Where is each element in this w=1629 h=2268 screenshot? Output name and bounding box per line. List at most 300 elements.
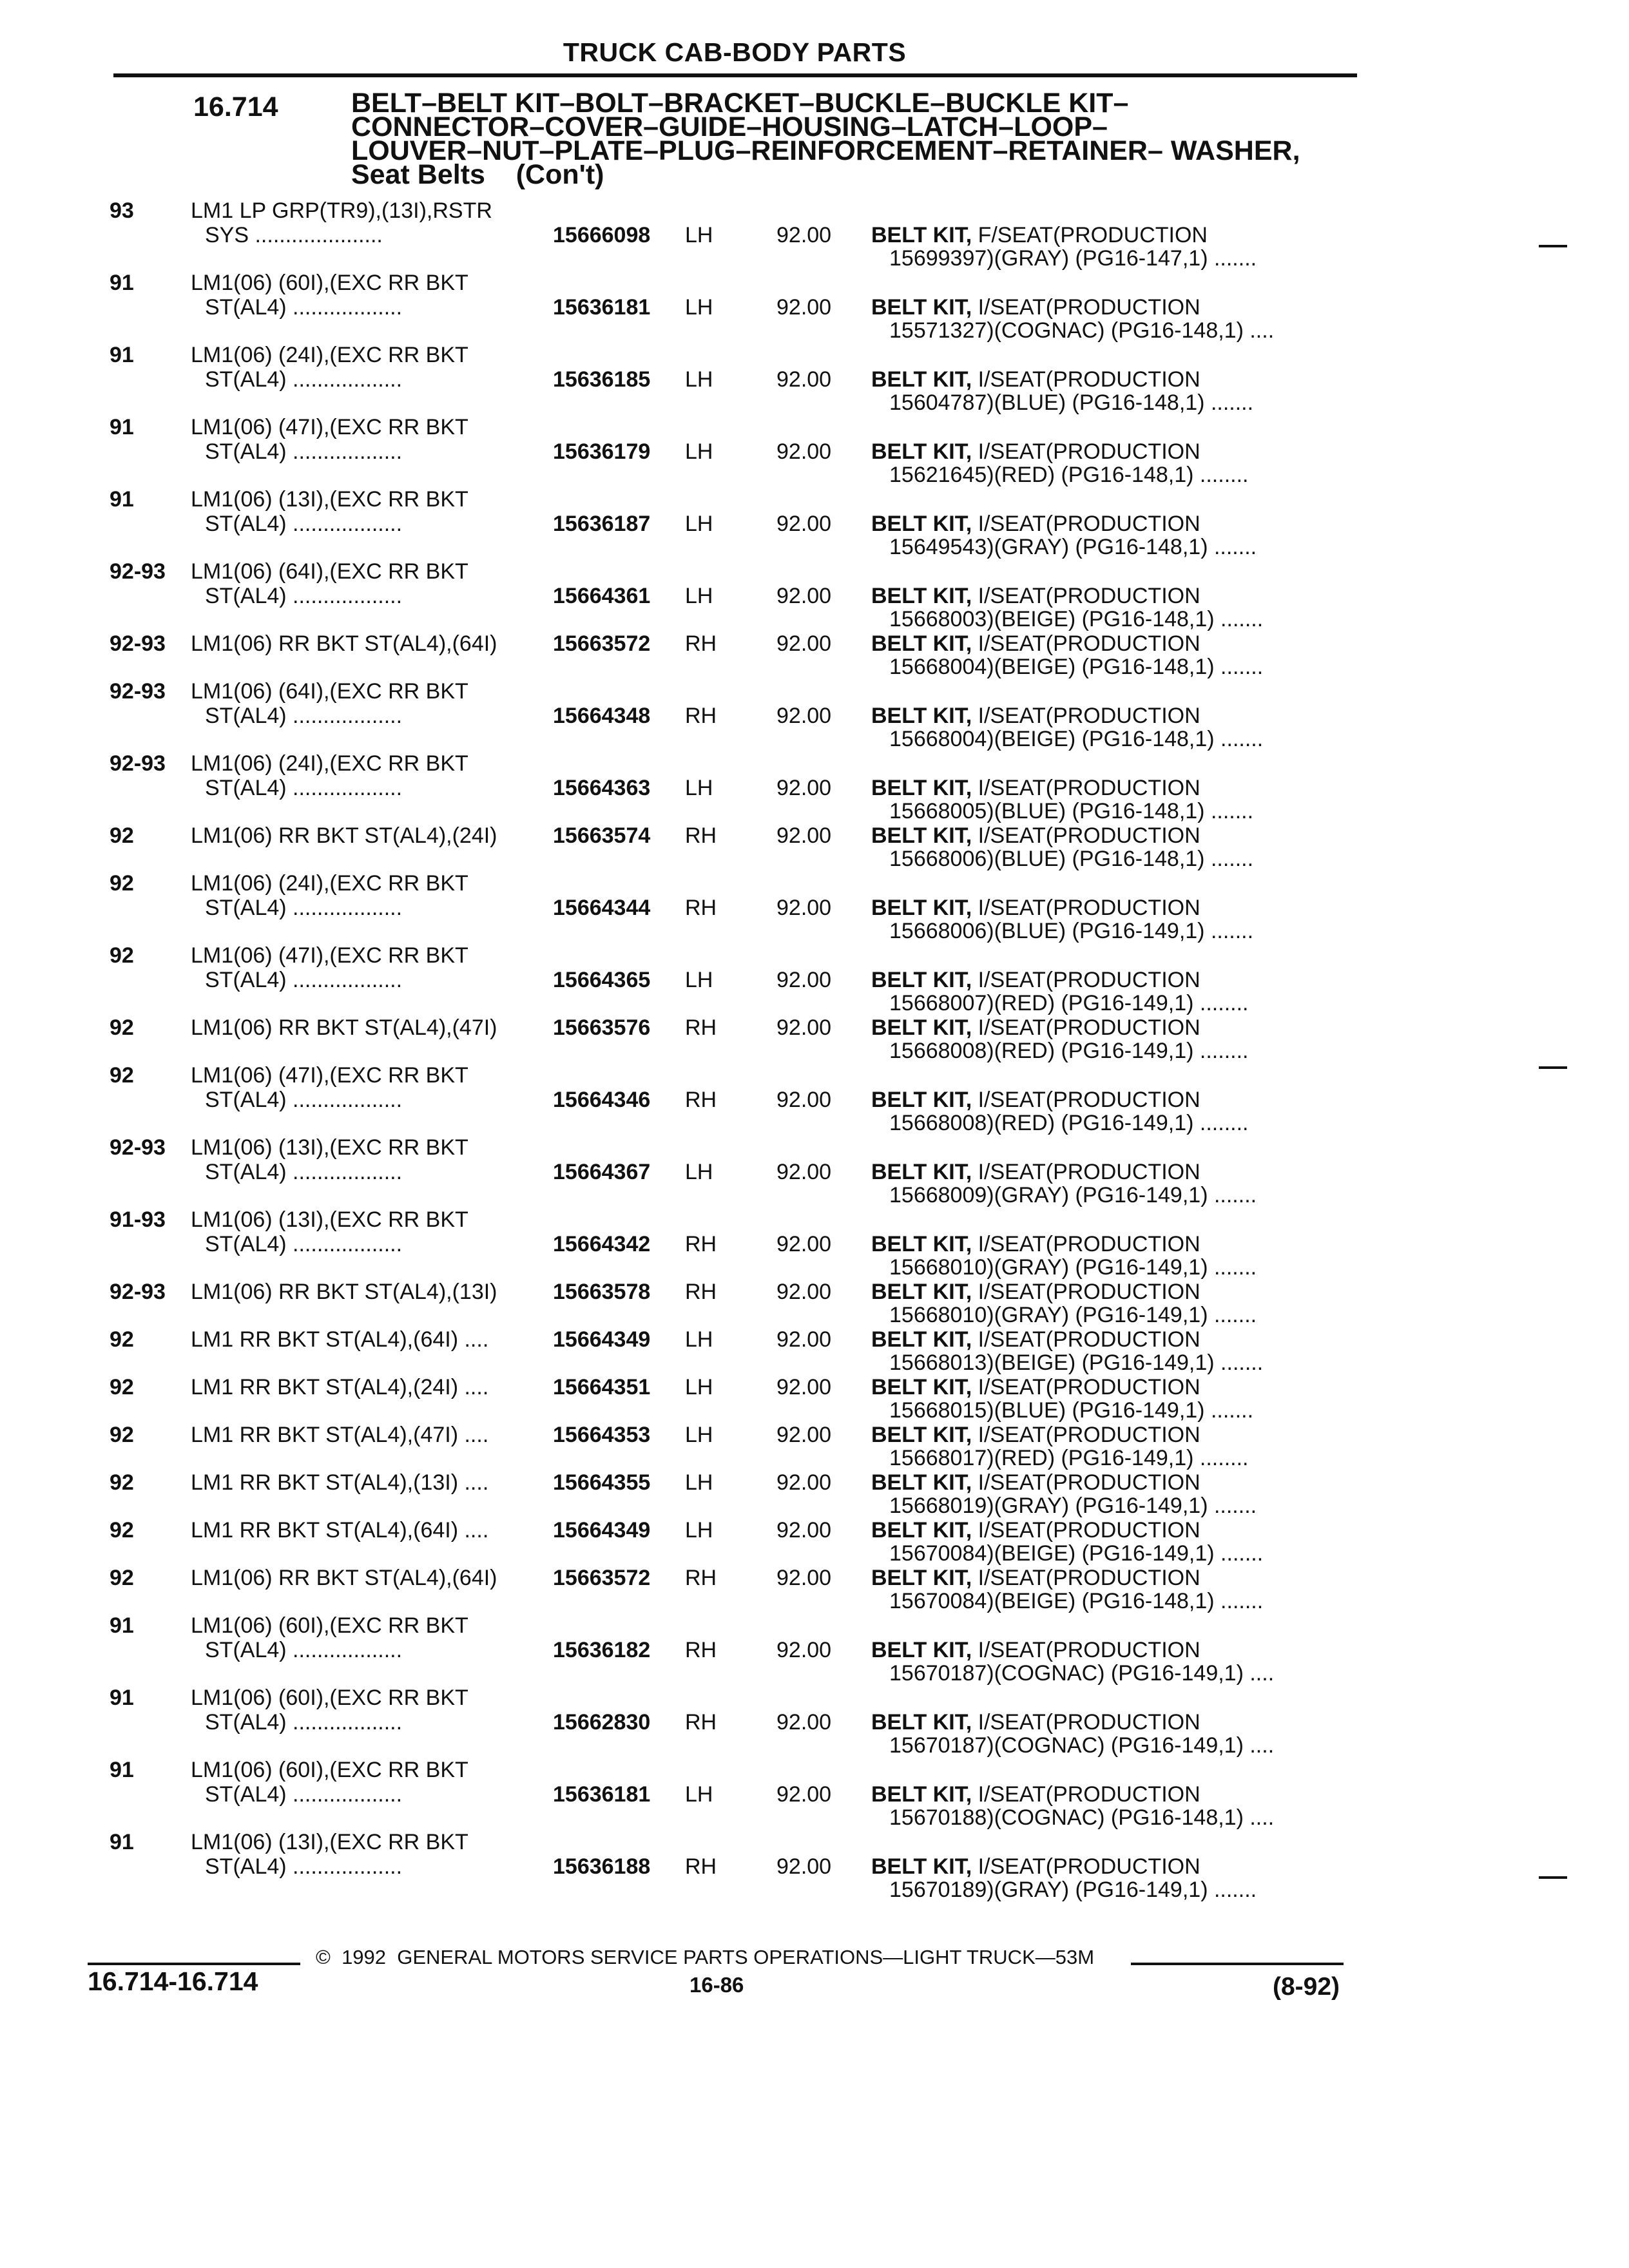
entry-model-description-cont: ST(AL4) .................. bbox=[205, 367, 403, 392]
entry-part-number: 15663572 bbox=[553, 1566, 651, 1590]
entry-quantity: 92.00 bbox=[776, 1423, 832, 1447]
entry-part-number: 15636181 bbox=[553, 1782, 651, 1807]
entry-part-number: 15664353 bbox=[553, 1423, 651, 1447]
entry-quantity: 92.00 bbox=[776, 295, 832, 320]
entry-part-name-rest: I/SEAT(PRODUCTION bbox=[972, 1160, 1200, 1184]
entry-quantity: 92.00 bbox=[776, 1088, 832, 1112]
part-entry bbox=[0, 679, 1629, 751]
entry-side: LH bbox=[685, 439, 713, 464]
entry-part-name-rest: I/SEAT(PRODUCTION bbox=[972, 439, 1200, 464]
entry-part-name-rest: I/SEAT(PRODUCTION bbox=[972, 584, 1200, 608]
entry-year: 91 bbox=[110, 1613, 134, 1638]
entry-part-name-bold: BELT KIT, bbox=[871, 295, 972, 320]
entry-model-description-cont: ST(AL4) .................. bbox=[205, 776, 403, 800]
entry-side: RH bbox=[685, 704, 717, 728]
entry-part-name-bold: BELT KIT, bbox=[871, 1566, 972, 1590]
entry-quantity: 92.00 bbox=[776, 968, 832, 992]
entry-year: 92 bbox=[110, 1566, 134, 1590]
entry-production-reference: 15668006)(BLUE) (PG16-149,1) ....... bbox=[889, 919, 1254, 943]
part-entry bbox=[0, 1063, 1629, 1135]
entry-quantity: 92.00 bbox=[776, 223, 832, 247]
entry-part-name-bold: BELT KIT, bbox=[871, 1088, 972, 1112]
entry-year: 92-93 bbox=[110, 1280, 166, 1304]
entry-part-number: 15636187 bbox=[553, 512, 651, 536]
entry-part-name-rest: I/SEAT(PRODUCTION bbox=[972, 1375, 1200, 1399]
entry-model-description-cont: ST(AL4) .................. bbox=[205, 512, 403, 536]
entry-part-name bbox=[871, 1280, 1200, 1305]
entry-model-description: LM1(06) (60I),(EXC RR BKT bbox=[191, 271, 468, 295]
entry-model-description-cont: ST(AL4) .................. bbox=[205, 1160, 403, 1184]
entry-part-name-rest: I/SEAT(PRODUCTION bbox=[972, 1423, 1200, 1447]
entry-part-number: 15636179 bbox=[553, 439, 651, 464]
entry-year: 92 bbox=[110, 1518, 134, 1542]
entry-quantity: 92.00 bbox=[776, 896, 832, 920]
entry-production-reference: 15571327)(COGNAC) (PG16-148,1) .... bbox=[889, 318, 1275, 343]
entry-part-number: 15666098 bbox=[553, 223, 651, 247]
entry-model-description: LM1(06) RR BKT ST(AL4),(64I) bbox=[191, 1566, 497, 1590]
entry-side: LH bbox=[685, 367, 713, 392]
part-entry bbox=[0, 631, 1629, 679]
entry-model-description: LM1(06) RR BKT ST(AL4),(47I) bbox=[191, 1015, 497, 1040]
entry-part-name-bold: BELT KIT, bbox=[871, 1518, 972, 1542]
entry-part-name-rest: I/SEAT(PRODUCTION bbox=[972, 1015, 1200, 1040]
footer-page-number: 16-86 bbox=[689, 1973, 744, 1997]
part-entry bbox=[0, 1015, 1629, 1063]
entry-part-name-rest: F/SEAT(PRODUCTION bbox=[972, 223, 1208, 247]
entry-part-number: 15662830 bbox=[553, 1710, 651, 1735]
entry-quantity: 92.00 bbox=[776, 1470, 832, 1495]
entry-model-description: LM1(06) (64I),(EXC RR BKT bbox=[191, 679, 468, 704]
entry-part-name-rest: I/SEAT(PRODUCTION bbox=[972, 1327, 1200, 1352]
entry-part-number: 15664349 bbox=[553, 1327, 651, 1352]
section-subtitle: Seat Belts (Con't) bbox=[351, 159, 604, 190]
entry-production-reference: 15668008)(RED) (PG16-149,1) ........ bbox=[889, 1039, 1249, 1063]
entry-year: 92 bbox=[110, 1015, 134, 1040]
entry-part-name bbox=[871, 1015, 1200, 1041]
entry-side: RH bbox=[685, 1710, 717, 1735]
entry-model-description-cont: ST(AL4) .................. bbox=[205, 1088, 403, 1112]
entry-part-name bbox=[871, 512, 1200, 537]
entry-part-name-rest: I/SEAT(PRODUCTION bbox=[972, 512, 1200, 536]
entry-part-name-rest: I/SEAT(PRODUCTION bbox=[972, 704, 1200, 728]
entry-part-name-rest: I/SEAT(PRODUCTION bbox=[972, 968, 1200, 992]
section-title bbox=[351, 88, 1414, 190]
entry-part-number: 15664344 bbox=[553, 896, 651, 920]
entry-side: LH bbox=[685, 968, 713, 992]
entry-model-description-cont: ST(AL4) .................. bbox=[205, 1638, 403, 1662]
entry-side: RH bbox=[685, 1566, 717, 1590]
entry-part-number: 15664346 bbox=[553, 1088, 651, 1112]
entry-part-name bbox=[871, 1518, 1200, 1543]
entry-part-name bbox=[871, 896, 1200, 921]
entry-quantity: 92.00 bbox=[776, 1782, 832, 1807]
entry-side: LH bbox=[685, 1518, 713, 1542]
entry-part-number: 15636182 bbox=[553, 1638, 651, 1662]
entry-side: RH bbox=[685, 1638, 717, 1662]
part-entry bbox=[0, 1327, 1629, 1375]
part-entry bbox=[0, 1470, 1629, 1518]
margin-tick bbox=[1539, 1066, 1567, 1069]
entry-part-name-rest: I/SEAT(PRODUCTION bbox=[972, 367, 1200, 392]
footer-copyright: © 1992 GENERAL MOTORS SERVICE PARTS OPERATIONS—LIGHT TRUCK—53M bbox=[316, 1946, 1095, 1968]
part-entry bbox=[0, 1518, 1629, 1566]
entry-part-name-rest: I/SEAT(PRODUCTION bbox=[972, 295, 1200, 320]
entry-model-description: LM1(06) (24I),(EXC RR BKT bbox=[191, 871, 468, 896]
entry-model-description: LM1(06) (47I),(EXC RR BKT bbox=[191, 943, 468, 968]
entry-part-name-rest: I/SEAT(PRODUCTION bbox=[972, 1232, 1200, 1256]
entry-part-name bbox=[871, 439, 1200, 465]
entry-model-description: LM1(06) (60I),(EXC RR BKT bbox=[191, 1758, 468, 1782]
entry-part-name-bold: BELT KIT, bbox=[871, 823, 972, 848]
entry-model-description: LM1(06) (24I),(EXC RR BKT bbox=[191, 751, 468, 776]
part-entry bbox=[0, 559, 1629, 631]
entry-part-name bbox=[871, 704, 1200, 729]
entry-production-reference: 15668004)(BEIGE) (PG16-148,1) ....... bbox=[889, 727, 1264, 751]
entry-part-name-bold: BELT KIT, bbox=[871, 1470, 972, 1495]
entry-year: 92-93 bbox=[110, 631, 166, 656]
entry-quantity: 92.00 bbox=[776, 584, 832, 608]
part-entry bbox=[0, 1280, 1629, 1327]
entry-model-description-cont: ST(AL4) .................. bbox=[205, 968, 403, 992]
entry-year: 91 bbox=[110, 415, 134, 439]
entry-side: LH bbox=[685, 295, 713, 320]
entry-side: RH bbox=[685, 1280, 717, 1304]
entry-quantity: 92.00 bbox=[776, 704, 832, 728]
part-entry bbox=[0, 1423, 1629, 1470]
entry-part-name bbox=[871, 823, 1200, 849]
entry-model-description-cont: ST(AL4) .................. bbox=[205, 1710, 403, 1735]
entry-part-name-rest: I/SEAT(PRODUCTION bbox=[972, 1710, 1200, 1735]
entry-production-reference: 15668010)(GRAY) (PG16-149,1) ....... bbox=[889, 1303, 1257, 1327]
entry-side: LH bbox=[685, 512, 713, 536]
entry-production-reference: 15670084)(BEIGE) (PG16-148,1) ....... bbox=[889, 1589, 1264, 1613]
entry-year: 91-93 bbox=[110, 1207, 166, 1232]
entry-model-description: LM1(06) (13I),(EXC RR BKT bbox=[191, 1135, 468, 1160]
entry-production-reference: 15699397)(GRAY) (PG16-147,1) ....... bbox=[889, 246, 1257, 271]
entry-side: LH bbox=[685, 584, 713, 608]
entry-side: RH bbox=[685, 1015, 717, 1040]
entry-side: RH bbox=[685, 631, 717, 656]
entry-model-description: LM1 LP GRP(TR9),(13I),RSTR bbox=[191, 198, 492, 223]
entry-side: LH bbox=[685, 223, 713, 247]
footer-rule bbox=[88, 1963, 300, 1965]
entry-part-number: 15664355 bbox=[553, 1470, 651, 1495]
entry-part-number: 15663578 bbox=[553, 1280, 651, 1304]
entry-model-description: LM1 RR BKT ST(AL4),(64I) .... bbox=[191, 1518, 489, 1542]
entry-part-name-rest: I/SEAT(PRODUCTION bbox=[972, 896, 1200, 920]
entry-year: 92 bbox=[110, 1375, 134, 1399]
entry-part-name-bold: BELT KIT, bbox=[871, 896, 972, 920]
entry-side: LH bbox=[685, 1375, 713, 1399]
entry-production-reference: 15670188)(COGNAC) (PG16-148,1) .... bbox=[889, 1805, 1275, 1830]
entry-production-reference: 15668003)(BEIGE) (PG16-148,1) ....... bbox=[889, 607, 1264, 631]
entry-quantity: 92.00 bbox=[776, 367, 832, 392]
entry-part-name bbox=[871, 1423, 1200, 1448]
entry-part-name-bold: BELT KIT, bbox=[871, 1015, 972, 1040]
entry-quantity: 92.00 bbox=[776, 1566, 832, 1590]
entry-side: LH bbox=[685, 1423, 713, 1447]
entry-part-name-bold: BELT KIT, bbox=[871, 1638, 972, 1662]
entry-model-description-cont: ST(AL4) .................. bbox=[205, 1232, 403, 1256]
entry-part-name-bold: BELT KIT, bbox=[871, 223, 972, 247]
footer-date: (8-92) bbox=[1273, 1973, 1340, 2001]
entry-production-reference: 15670187)(COGNAC) (PG16-149,1) .... bbox=[889, 1661, 1275, 1686]
section-number: 16.714 bbox=[193, 91, 278, 122]
entry-part-name-rest: I/SEAT(PRODUCTION bbox=[972, 1280, 1200, 1304]
entry-production-reference: 15668015)(BLUE) (PG16-149,1) ....... bbox=[889, 1398, 1254, 1423]
entry-year: 92 bbox=[110, 871, 134, 896]
entry-part-name-bold: BELT KIT, bbox=[871, 367, 972, 392]
entry-year: 92-93 bbox=[110, 679, 166, 704]
entry-part-name-bold: BELT KIT, bbox=[871, 439, 972, 464]
entry-part-name bbox=[871, 1710, 1200, 1735]
entry-model-description: LM1(06) (13I),(EXC RR BKT bbox=[191, 487, 468, 512]
entry-side: LH bbox=[685, 1160, 713, 1184]
footer-section-range: 16.714-16.714 bbox=[88, 1966, 258, 1996]
entry-part-name-rest: I/SEAT(PRODUCTION bbox=[972, 1088, 1200, 1112]
entry-part-name bbox=[871, 1327, 1200, 1352]
entry-part-name-bold: BELT KIT, bbox=[871, 1160, 972, 1184]
entry-part-name-rest: I/SEAT(PRODUCTION bbox=[972, 1854, 1200, 1879]
entry-quantity: 92.00 bbox=[776, 776, 832, 800]
entry-quantity: 92.00 bbox=[776, 1232, 832, 1256]
entry-part-name bbox=[871, 968, 1200, 993]
entry-model-description: LM1 RR BKT ST(AL4),(24I) .... bbox=[191, 1375, 489, 1399]
entry-part-number: 15664361 bbox=[553, 584, 651, 608]
entry-part-number: 15664363 bbox=[553, 776, 651, 800]
entry-year: 93 bbox=[110, 198, 134, 223]
entry-quantity: 92.00 bbox=[776, 1015, 832, 1040]
entry-year: 92 bbox=[110, 943, 134, 968]
entry-year: 91 bbox=[110, 343, 134, 367]
entry-production-reference: 15668006)(BLUE) (PG16-148,1) ....... bbox=[889, 847, 1254, 871]
entry-quantity: 92.00 bbox=[776, 1280, 832, 1304]
entry-quantity: 92.00 bbox=[776, 1375, 832, 1399]
entry-year: 92-93 bbox=[110, 559, 166, 584]
entry-part-name bbox=[871, 1638, 1200, 1663]
entry-side: RH bbox=[685, 1854, 717, 1879]
entry-side: RH bbox=[685, 1232, 717, 1256]
entry-model-description: LM1(06) (47I),(EXC RR BKT bbox=[191, 415, 468, 439]
entry-model-description-cont: ST(AL4) .................. bbox=[205, 295, 403, 320]
entry-production-reference: 15668009)(GRAY) (PG16-149,1) ....... bbox=[889, 1183, 1257, 1207]
entry-part-number: 15664349 bbox=[553, 1518, 651, 1542]
entry-model-description: LM1(06) (64I),(EXC RR BKT bbox=[191, 559, 468, 584]
part-entry bbox=[0, 823, 1629, 871]
part-entry bbox=[0, 1758, 1629, 1830]
entry-quantity: 92.00 bbox=[776, 439, 832, 464]
entry-part-name bbox=[871, 1232, 1200, 1257]
entry-part-name-bold: BELT KIT, bbox=[871, 1423, 972, 1447]
entry-part-name-bold: BELT KIT, bbox=[871, 1232, 972, 1256]
entry-part-number: 15636181 bbox=[553, 295, 651, 320]
part-entry bbox=[0, 1566, 1629, 1613]
entry-part-name-bold: BELT KIT, bbox=[871, 631, 972, 656]
header-rule bbox=[113, 73, 1357, 77]
entry-part-name bbox=[871, 584, 1200, 609]
entry-model-description: LM1(06) (60I),(EXC RR BKT bbox=[191, 1686, 468, 1710]
entry-part-name-bold: BELT KIT, bbox=[871, 1710, 972, 1735]
entry-part-name bbox=[871, 223, 1208, 248]
entry-part-name-bold: BELT KIT, bbox=[871, 704, 972, 728]
entry-part-name-rest: I/SEAT(PRODUCTION bbox=[972, 1638, 1200, 1662]
entry-year: 92 bbox=[110, 1470, 134, 1495]
entry-part-number: 15663576 bbox=[553, 1015, 651, 1040]
part-entry bbox=[0, 1375, 1629, 1423]
entry-part-number: 15664365 bbox=[553, 968, 651, 992]
entry-part-name-rest: I/SEAT(PRODUCTION bbox=[972, 631, 1200, 656]
entry-part-name-rest: I/SEAT(PRODUCTION bbox=[972, 823, 1200, 848]
footer-rule bbox=[1131, 1963, 1344, 1965]
entry-model-description: LM1 RR BKT ST(AL4),(64I) .... bbox=[191, 1327, 489, 1352]
entry-part-number: 15664348 bbox=[553, 704, 651, 728]
entry-part-number: 15664351 bbox=[553, 1375, 651, 1399]
entry-quantity: 92.00 bbox=[776, 1854, 832, 1879]
page-header-title: TRUCK CAB-BODY PARTS bbox=[563, 37, 907, 67]
entry-production-reference: 15670189)(GRAY) (PG16-149,1) ....... bbox=[889, 1878, 1257, 1902]
entry-year: 91 bbox=[110, 271, 134, 295]
entry-model-description-cont: ST(AL4) .................. bbox=[205, 1782, 403, 1807]
entry-model-description: LM1(06) (24I),(EXC RR BKT bbox=[191, 343, 468, 367]
entry-model-description: LM1(06) (13I),(EXC RR BKT bbox=[191, 1207, 468, 1232]
entry-production-reference: 15670187)(COGNAC) (PG16-149,1) .... bbox=[889, 1733, 1275, 1758]
entry-part-name bbox=[871, 776, 1200, 801]
entry-side: RH bbox=[685, 823, 717, 848]
entry-production-reference: 15668013)(BEIGE) (PG16-149,1) ....... bbox=[889, 1350, 1264, 1375]
entry-production-reference: 15668005)(BLUE) (PG16-148,1) ....... bbox=[889, 799, 1254, 823]
entry-part-name-rest: I/SEAT(PRODUCTION bbox=[972, 1518, 1200, 1542]
entry-year: 92-93 bbox=[110, 1135, 166, 1160]
entry-production-reference: 15668017)(RED) (PG16-149,1) ........ bbox=[889, 1446, 1249, 1470]
entry-model-description-cont: ST(AL4) .................. bbox=[205, 704, 403, 728]
entry-quantity: 92.00 bbox=[776, 1327, 832, 1352]
entry-quantity: 92.00 bbox=[776, 512, 832, 536]
entry-quantity: 92.00 bbox=[776, 1518, 832, 1542]
part-entry bbox=[0, 1207, 1629, 1280]
entry-model-description: LM1(06) (60I),(EXC RR BKT bbox=[191, 1613, 468, 1638]
entry-model-description: LM1(06) RR BKT ST(AL4),(64I) bbox=[191, 631, 497, 656]
part-entry bbox=[0, 198, 1629, 271]
entry-part-name-bold: BELT KIT, bbox=[871, 1327, 972, 1352]
entry-part-name bbox=[871, 1375, 1200, 1400]
entry-production-reference: 15668008)(RED) (PG16-149,1) ........ bbox=[889, 1111, 1249, 1135]
entry-production-reference: 15668007)(RED) (PG16-149,1) ........ bbox=[889, 991, 1249, 1015]
entry-production-reference: 15668010)(GRAY) (PG16-149,1) ....... bbox=[889, 1255, 1257, 1280]
entry-part-name bbox=[871, 295, 1200, 320]
entry-model-description-cont: SYS ..................... bbox=[205, 223, 383, 247]
entry-side: LH bbox=[685, 776, 713, 800]
entry-quantity: 92.00 bbox=[776, 823, 832, 848]
entry-model-description: LM1(06) (47I),(EXC RR BKT bbox=[191, 1063, 468, 1088]
part-entry bbox=[0, 415, 1629, 487]
entry-part-name bbox=[871, 367, 1200, 392]
entry-part-name-bold: BELT KIT, bbox=[871, 1375, 972, 1399]
entry-part-name bbox=[871, 1854, 1200, 1879]
entry-year: 91 bbox=[110, 1830, 134, 1854]
entry-part-name-bold: BELT KIT, bbox=[871, 776, 972, 800]
entry-part-name-bold: BELT KIT, bbox=[871, 1280, 972, 1304]
part-entry bbox=[0, 343, 1629, 415]
entry-part-name-bold: BELT KIT, bbox=[871, 1782, 972, 1807]
entry-part-number: 15663572 bbox=[553, 631, 651, 656]
entry-year: 91 bbox=[110, 487, 134, 512]
entry-part-name-rest: I/SEAT(PRODUCTION bbox=[972, 1782, 1200, 1807]
margin-tick bbox=[1539, 1876, 1567, 1879]
entry-side: RH bbox=[685, 896, 717, 920]
entry-model-description: LM1(06) (13I),(EXC RR BKT bbox=[191, 1830, 468, 1854]
part-entry bbox=[0, 487, 1629, 559]
part-entry bbox=[0, 271, 1629, 343]
entry-model-description: LM1 RR BKT ST(AL4),(13I) .... bbox=[191, 1470, 489, 1495]
entry-quantity: 92.00 bbox=[776, 1160, 832, 1184]
entry-part-name-bold: BELT KIT, bbox=[871, 584, 972, 608]
entry-part-name-bold: BELT KIT, bbox=[871, 1854, 972, 1879]
part-entry bbox=[0, 1613, 1629, 1686]
entry-part-name-bold: BELT KIT, bbox=[871, 968, 972, 992]
part-entry bbox=[0, 871, 1629, 943]
entry-year: 92 bbox=[110, 1423, 134, 1447]
entry-production-reference: 15604787)(BLUE) (PG16-148,1) ....... bbox=[889, 390, 1254, 415]
entry-quantity: 92.00 bbox=[776, 631, 832, 656]
entry-production-reference: 15668019)(GRAY) (PG16-149,1) ....... bbox=[889, 1494, 1257, 1518]
entry-part-number: 15636185 bbox=[553, 367, 651, 392]
entry-production-reference: 15670084)(BEIGE) (PG16-149,1) ....... bbox=[889, 1541, 1264, 1566]
entry-year: 92 bbox=[110, 1063, 134, 1088]
entry-part-name bbox=[871, 1566, 1200, 1591]
entry-model-description: LM1(06) RR BKT ST(AL4),(13I) bbox=[191, 1280, 497, 1304]
entry-part-name-rest: I/SEAT(PRODUCTION bbox=[972, 776, 1200, 800]
section-title-line: BELT–BELT KIT–BOLT–BRACKET–BUCKLE–BUCKLE KIT– bbox=[351, 88, 1129, 119]
entry-production-reference: 15668004)(BEIGE) (PG16-148,1) ....... bbox=[889, 655, 1264, 679]
entry-quantity: 92.00 bbox=[776, 1710, 832, 1735]
part-entry bbox=[0, 751, 1629, 823]
entry-part-number: 15664342 bbox=[553, 1232, 651, 1256]
entry-part-name-rest: I/SEAT(PRODUCTION bbox=[972, 1566, 1200, 1590]
entry-part-name-rest: I/SEAT(PRODUCTION bbox=[972, 1470, 1200, 1495]
section-title-line: LOUVER–NUT–PLATE–PLUG–REINFORCEMENT–RETAINER– WASHER, bbox=[351, 135, 1300, 166]
entry-year: 91 bbox=[110, 1758, 134, 1782]
entry-part-number: 15664367 bbox=[553, 1160, 651, 1184]
entry-part-name bbox=[871, 631, 1200, 657]
entry-side: RH bbox=[685, 1088, 717, 1112]
entry-side: LH bbox=[685, 1327, 713, 1352]
part-entry bbox=[0, 1686, 1629, 1758]
entry-model-description-cont: ST(AL4) .................. bbox=[205, 439, 403, 464]
entry-part-number: 15636188 bbox=[553, 1854, 651, 1879]
entry-part-name bbox=[871, 1782, 1200, 1807]
entry-model-description: LM1 RR BKT ST(AL4),(47I) .... bbox=[191, 1423, 489, 1447]
entry-model-description-cont: ST(AL4) .................. bbox=[205, 1854, 403, 1879]
entry-part-name-bold: BELT KIT, bbox=[871, 512, 972, 536]
entry-side: LH bbox=[685, 1782, 713, 1807]
entry-part-name bbox=[871, 1088, 1200, 1113]
parts-list bbox=[0, 198, 1629, 1902]
entry-quantity: 92.00 bbox=[776, 1638, 832, 1662]
entry-part-name bbox=[871, 1470, 1200, 1495]
entry-model-description: LM1(06) RR BKT ST(AL4),(24I) bbox=[191, 823, 497, 848]
entry-part-number: 15663574 bbox=[553, 823, 651, 848]
margin-tick bbox=[1539, 245, 1567, 247]
entry-production-reference: 15621645)(RED) (PG16-148,1) ........ bbox=[889, 463, 1249, 487]
entry-production-reference: 15649543)(GRAY) (PG16-148,1) ....... bbox=[889, 535, 1257, 559]
part-entry bbox=[0, 1830, 1629, 1902]
entry-year: 91 bbox=[110, 1686, 134, 1710]
entry-year: 92-93 bbox=[110, 751, 166, 776]
entry-model-description-cont: ST(AL4) .................. bbox=[205, 896, 403, 920]
entry-year: 92 bbox=[110, 1327, 134, 1352]
entry-side: LH bbox=[685, 1470, 713, 1495]
entry-part-name bbox=[871, 1160, 1200, 1185]
